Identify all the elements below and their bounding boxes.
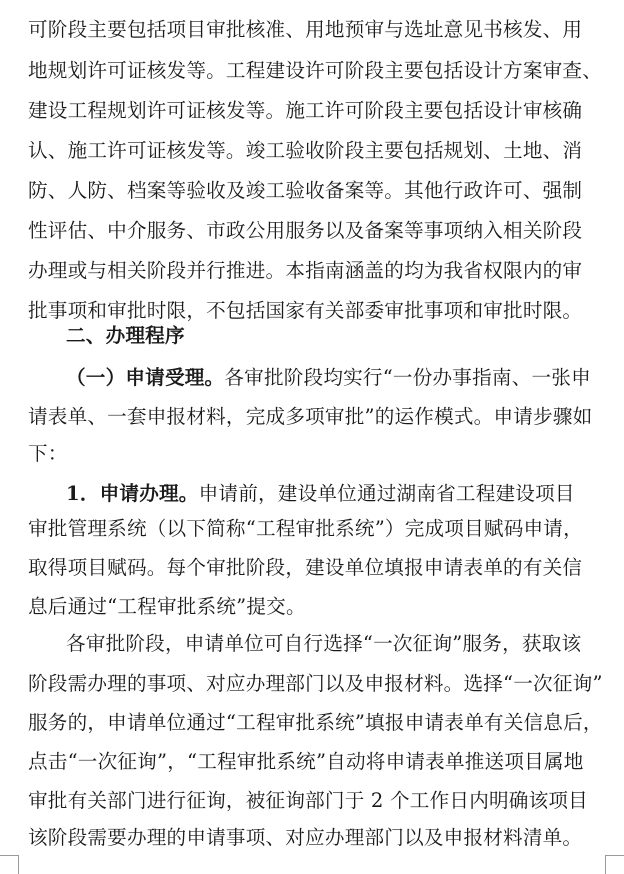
body-line: 息后通过“工程审批系统”提交。 [28, 595, 306, 618]
body-line: 该阶段需要办理的申请事项、对应办理部门以及申报材料清单。 [28, 826, 583, 849]
body-line: 点击“一次征询”，“工程审批系统”自动将申请表单推送项目属地 [28, 750, 584, 773]
step1-line1-text: 申请前，建设单位通过湖南省工程建设项目 [198, 482, 575, 505]
body-line: 审批管理系统（以下简称“工程审批系统”）完成项目赋码申请， [28, 517, 583, 540]
body-line: 服务的，申请单位通过“工程审批系统”填报申请表单有关信息后， [28, 711, 603, 734]
body-line: 阶段需办理的事项、对应办理部门以及申报材料。选择“一次征询” [28, 672, 603, 695]
paragraph-line: 各审批阶段，申请单位可自行选择“一次征询”服务，获取该 [66, 632, 582, 655]
body-line: 批事项和审批时限，不包括国家有关部委审批事项和审批时限。 [28, 299, 583, 322]
step1-first-line [66, 482, 608, 506]
body-line: 建设工程规划许可证核发等。施工许可阶段主要包括设计审核确 [28, 99, 583, 122]
body-line: 认、施工许可证核发等。竣工验收阶段主要包括规划、土地、消 [28, 139, 583, 162]
subsection-title: （一）申请受理。 [66, 366, 225, 389]
step1-title: 1．申请办理。 [66, 482, 199, 505]
body-line: 办理或与相关阶段并行推进。本指南涵盖的均为我省权限内的审 [28, 259, 583, 282]
crop-mark-bottom-right [605, 855, 624, 874]
section-heading: 二、办理程序 [66, 324, 185, 347]
body-line: 可阶段主要包括项目审批核准、用地预审与选址意见书核发、用 [28, 18, 583, 41]
body-line: 地规划许可证核发等。工程建设许可阶段主要包括设计方案审查、 [28, 59, 603, 82]
body-line: 防、人防、档案等验收及竣工验收备案等。其他行政许可、强制 [28, 179, 583, 202]
body-line: 取得项目赋码。每个审批阶段，建设单位填报申请表单的有关信 [28, 556, 583, 579]
body-line: 性评估、中介服务、市政公用服务以及备案等事项纳入相关阶段 [28, 219, 583, 242]
subsection-first-line [66, 366, 608, 390]
body-line: 请表单、一套申报材料，完成多项审批”的运作模式。申请步骤如 [28, 405, 593, 428]
body-line: 下： [28, 442, 68, 465]
body-line: 审批有关部门进行征询，被征询部门于 2 个工作日内明确该项目 [28, 789, 588, 812]
subsection-line1-text: 各审批阶段均实行“一份办事指南、一张申 [224, 366, 591, 389]
crop-mark-bottom-left [0, 855, 19, 874]
